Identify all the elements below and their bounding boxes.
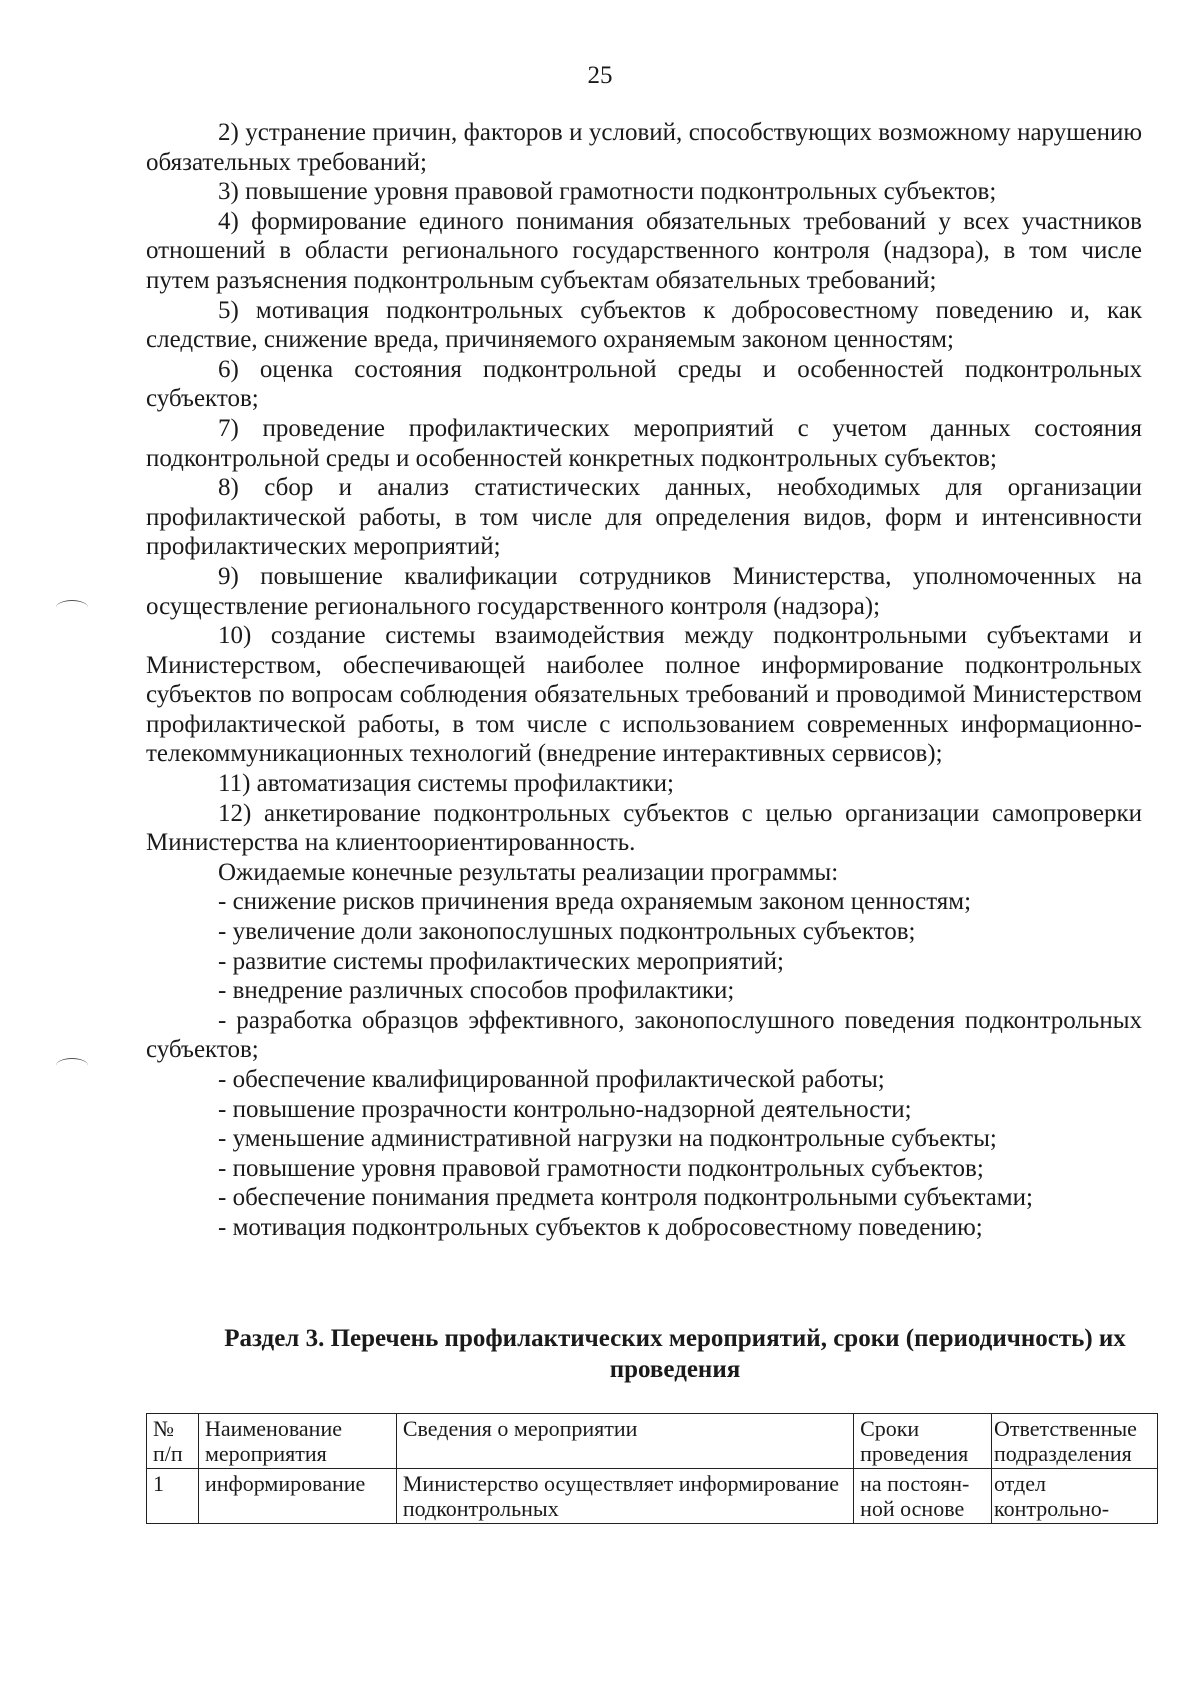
result-item: - обеспечение понимания предмета контроля подконтрольными субъектами;	[218, 1184, 1033, 1212]
binder-hole-mark	[56, 600, 88, 615]
result-item: - обеспечение квалифицированной профилактической работы;	[218, 1066, 885, 1093]
result-item: - повышение прозрачности контрольно-надзорной деятельности;	[218, 1095, 912, 1123]
binder-hole-mark	[56, 1058, 88, 1073]
result-item: - увеличение доли законопослушных подконтрольных субъектов;	[218, 918, 916, 946]
header-name: Наименование мероприятия	[198, 1414, 396, 1469]
header-term: Сроки проведения	[854, 1414, 992, 1469]
cell-term: на постоян-ной основе	[854, 1469, 992, 1524]
cell-info: Министерство осуществляет информирование подконтрольных	[396, 1469, 853, 1524]
result-item: - повышение уровня правовой грамотности подконтрольных субъектов;	[218, 1154, 984, 1182]
document-body	[146, 118, 1142, 1243]
result-item: - развитие системы профилактических мероприятий;	[218, 947, 784, 975]
result-item: - мотивация подконтрольных субъектов к добросовестному поведению;	[218, 1213, 983, 1241]
paragraph: 10) создание системы взаимодействия между подконтрольными субъектами и Министерством, обеспечивающей наиболее полное информирование подконтрольных субъектов по вопросам соблюдения обязательных требований и проводимой Министерством профилактической работы, в том числе с использованием современных информационно-телекоммуникационных технологий (внедрение интерактивных сервисов);	[146, 622, 1142, 768]
header-info: Сведения о мероприятии	[396, 1414, 853, 1469]
paragraph: 11) автоматизация системы профилактики;	[218, 770, 675, 798]
paragraph: 3) повышение уровня правовой грамотности подконтрольных субъектов;	[218, 178, 997, 206]
paragraph: 5) мотивация подконтрольных субъектов к добросовестному поведению и, как следствие, снижение вреда, причиняемого охраняемым законом ценностям;	[146, 296, 1142, 354]
cell-resp: отдел контрольно-	[992, 1469, 1158, 1524]
header-resp: Ответственные подразделения	[992, 1414, 1158, 1469]
cell-name: информирование	[198, 1469, 396, 1524]
paragraph: 2) устранение причин, факторов и условий, способствующих возможному нарушению обязательных требований;	[146, 119, 1142, 176]
table-header-row	[147, 1414, 1158, 1469]
section-title: Раздел 3. Перечень профилактических мероприятий, сроки (периодичность) их проведения	[224, 1325, 1126, 1383]
paragraph: 8) сбор и анализ статистических данных, необходимых для организации профилактической работы, в том числе для определения видов, форм и интенсивности профилактических мероприятий;	[146, 474, 1142, 561]
paragraph: 9) повышение квалификации сотрудников Министерства, уполномоченных на осуществление регионального государственного контроля (надзора);	[146, 562, 1142, 620]
header-num: № п/п	[147, 1414, 199, 1469]
result-item: - уменьшение административной нагрузки на подконтрольные субъекты;	[218, 1125, 997, 1153]
result-item: - разработка образцов эффективного, законопослушного поведения подконтрольных субъектов;	[146, 1006, 1142, 1064]
measures-table	[146, 1413, 1158, 1524]
table-row	[147, 1469, 1158, 1524]
result-item: - внедрение различных способов профилактики;	[218, 977, 735, 1005]
paragraph: 6) оценка состояния подконтрольной среды и особенностей подконтрольных субъектов;	[146, 355, 1142, 413]
result-item: - снижение рисков причинения вреда охраняемым законом ценностям;	[218, 888, 972, 916]
paragraph: 7) проведение профилактических мероприятий с учетом данных состояния подконтрольной среды и особенностей конкретных подконтрольных субъектов;	[146, 414, 1142, 472]
cell-num: 1	[147, 1469, 199, 1524]
page-number: 25	[587, 62, 613, 89]
results-heading: Ожидаемые конечные результаты реализации программы:	[218, 858, 839, 886]
paragraph: 4) формирование единого понимания обязательных требований у всех участников отношений в области регионального государственного контроля (надзора), в том числе путем разъяснения подконтрольным субъектам обязательных требований;	[146, 207, 1142, 294]
paragraph: 12) анкетирование подконтрольных субъектов с целью организации самопроверки Министерства на клиентоориентированность.	[146, 799, 1142, 857]
